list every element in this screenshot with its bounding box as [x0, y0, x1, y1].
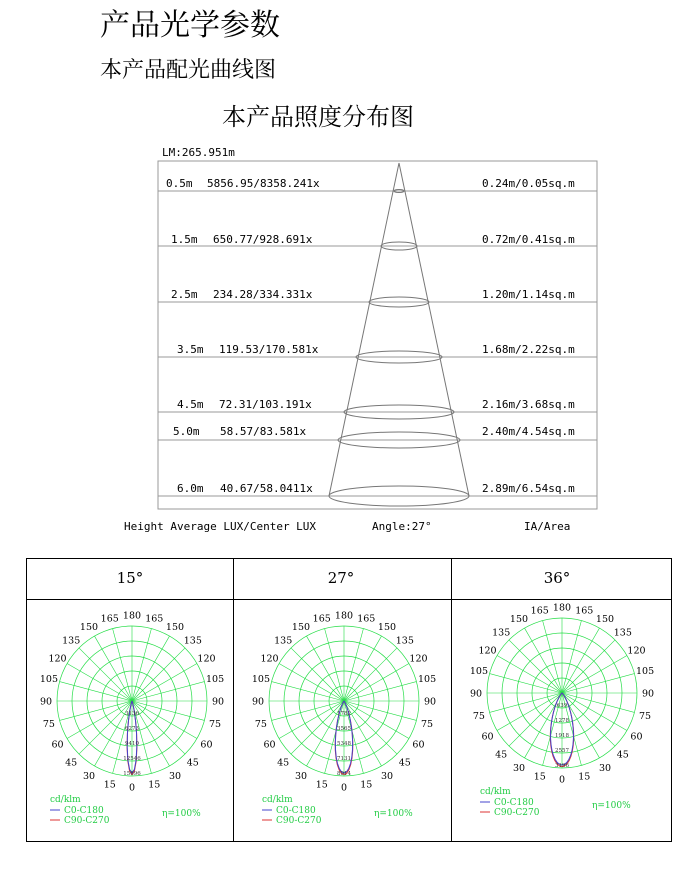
polar-spoke — [132, 682, 204, 701]
ring-value: 639 — [556, 703, 568, 709]
polar-spoke — [67, 664, 132, 702]
angle-label: 120 — [48, 653, 67, 665]
height-lux-footer: Height Average LUX/Center LUX — [124, 520, 317, 533]
ring-value: 12546 — [123, 756, 141, 762]
ring-value: 1278 — [555, 718, 569, 724]
angle-label: 150 — [79, 622, 99, 634]
angle-label: 30 — [380, 770, 394, 782]
light-distribution-table — [26, 558, 672, 842]
angle-label: 135 — [395, 635, 414, 647]
polar-spoke — [490, 693, 562, 712]
polar-spoke — [325, 629, 344, 701]
row-area: 2.89m/6.54sq.m — [482, 482, 575, 495]
polar-spoke — [113, 629, 132, 701]
angle-label: 45 — [495, 749, 508, 761]
angle-label: 90 — [251, 696, 265, 708]
ring-value: 3196 — [555, 763, 569, 769]
polar-spoke — [272, 682, 344, 701]
angle-label: 15 — [578, 771, 591, 783]
angle-label: 75 — [42, 718, 55, 730]
ring-value: 5348 — [337, 741, 351, 747]
polar-spoke — [95, 636, 133, 701]
row-height: 2.5m — [171, 288, 198, 301]
legend-c0-label: C0-C180 — [64, 806, 104, 816]
angle-label: 15 — [103, 779, 116, 791]
angle-label: 45 — [65, 757, 78, 769]
panel-title-36: 36° — [543, 569, 571, 587]
angle-label: 60 — [263, 739, 276, 751]
angle-label: 90 — [469, 688, 483, 700]
polar-spoke — [509, 640, 562, 693]
angle-label: 150 — [291, 622, 311, 634]
angle-label: 105 — [205, 674, 225, 686]
ring-value: 2557 — [555, 748, 569, 754]
page-title: 产品光学参数 — [100, 8, 280, 43]
polar-spoke — [497, 656, 562, 694]
ring-value: 7131 — [337, 756, 351, 762]
angle-label: 165 — [530, 605, 549, 617]
legend-c0-label: C0-C180 — [494, 798, 534, 808]
angle-label: 165 — [312, 613, 331, 625]
angle-label: 45 — [277, 757, 290, 769]
row-area: 0.72m/0.41sq.m — [482, 233, 575, 246]
ring-value: 1782 — [337, 711, 351, 717]
angle-label: 75 — [421, 718, 434, 730]
polar-chart-27 — [234, 601, 451, 841]
polar-spoke — [562, 656, 627, 694]
section-title: 本产品配光曲线图 — [100, 58, 277, 83]
angle-label: 60 — [200, 739, 213, 751]
angle-label: 135 — [62, 635, 81, 647]
beam-edge-right — [399, 163, 469, 496]
polar-spoke — [562, 628, 600, 693]
angle-label: 0 — [340, 782, 348, 794]
angle-label: 105 — [39, 674, 59, 686]
row-height: 5.0m — [173, 425, 200, 438]
polar-spoke — [67, 701, 132, 739]
angle-label: 60 — [630, 731, 643, 743]
angle-label: 120 — [197, 653, 216, 665]
angle-label: 60 — [481, 731, 494, 743]
polar-spoke — [344, 648, 397, 701]
angle-label: 90 — [211, 696, 225, 708]
polar-spoke — [344, 636, 382, 701]
panel-title-27: 27° — [327, 569, 355, 587]
angle-label: 15 — [148, 779, 161, 791]
polar-spoke — [132, 636, 170, 701]
polar-spoke — [525, 628, 563, 693]
polar-spoke — [344, 664, 409, 702]
row-area: 1.68m/2.22sq.m — [482, 343, 575, 356]
angle-label: 30 — [512, 762, 526, 774]
polar-spoke — [132, 701, 185, 754]
angle-label: 135 — [613, 627, 632, 639]
polar-spoke — [307, 636, 345, 701]
angle-label: 0 — [128, 782, 136, 794]
angle-label: 135 — [492, 627, 511, 639]
row-area: 2.40m/4.54sq.m — [482, 425, 575, 438]
polar-spoke — [132, 701, 204, 720]
polar-spoke — [562, 640, 615, 693]
angle-label: 120 — [478, 645, 497, 657]
row-height: 4.5m — [177, 398, 204, 411]
row-height: 6.0m — [177, 482, 204, 495]
ring-value: 8914 — [337, 771, 351, 777]
ring-value: 3565 — [337, 726, 351, 732]
polar-spoke — [60, 682, 132, 701]
illuminance-chart-title: 本产品照度分布图 — [222, 103, 414, 131]
angle-label: 15 — [533, 771, 546, 783]
legend-unit: cd/klm — [50, 795, 81, 805]
angle-label: 60 — [412, 739, 425, 751]
row-lux: 72.31/103.191x — [219, 398, 312, 411]
polar-spoke — [279, 701, 344, 739]
polar-spoke — [562, 621, 581, 693]
beam-edge-left — [329, 163, 399, 496]
panel-title-15: 15° — [116, 569, 144, 587]
polar-spoke — [79, 648, 132, 701]
row-lux: 650.77/928.691x — [213, 233, 313, 246]
angle-label: 45 — [616, 749, 629, 761]
row-height: 0.5m — [166, 177, 193, 190]
angle-label: 165 — [357, 613, 376, 625]
polar-spoke — [291, 648, 344, 701]
polar-spoke — [132, 664, 197, 702]
polar-spoke — [279, 664, 344, 702]
polar-chart-36 — [452, 601, 671, 841]
polar-spoke — [490, 674, 562, 693]
angle-label: 75 — [472, 710, 485, 722]
ring-value: 3136 — [125, 711, 139, 717]
ring-value: 6273 — [125, 726, 139, 732]
angle-label: 150 — [377, 622, 397, 634]
angle-label: 165 — [145, 613, 164, 625]
row-lux: 5856.95/8358.241x — [207, 177, 320, 190]
angle-label: 90 — [641, 688, 655, 700]
angle-label: 30 — [598, 762, 612, 774]
area-footer: IA/Area — [524, 520, 571, 533]
row-area: 2.16m/3.68sq.m — [482, 398, 575, 411]
diagram-frame — [158, 161, 597, 509]
angle-label: 105 — [469, 666, 489, 678]
angle-label: 120 — [260, 653, 279, 665]
polar-spoke — [344, 701, 409, 739]
polar-chart-15 — [27, 601, 233, 841]
lumen-label: LM:265.951m — [162, 146, 235, 159]
angle-label: 180 — [334, 610, 354, 622]
legend-eta: η=100% — [374, 809, 413, 819]
angle-label: 90 — [39, 696, 53, 708]
legend-c90-label: C90-C270 — [276, 816, 322, 826]
angle-label: 75 — [639, 710, 652, 722]
angle-footer: Angle:27° — [372, 520, 432, 533]
angle-label: 15 — [360, 779, 373, 791]
row-height: 1.5m — [171, 233, 198, 246]
polar-spoke — [497, 693, 562, 731]
angle-label: 90 — [423, 696, 437, 708]
polar-spoke — [272, 701, 344, 720]
legend-eta: η=100% — [162, 809, 201, 819]
angle-label: 150 — [165, 622, 185, 634]
row-lux: 40.67/58.0411x — [220, 482, 313, 495]
row-lux: 58.57/83.581x — [220, 425, 307, 438]
angle-label: 105 — [251, 674, 271, 686]
polar-spoke — [60, 701, 132, 720]
angle-label: 165 — [575, 605, 594, 617]
ring-value: 9410 — [125, 741, 139, 747]
angle-label: 135 — [183, 635, 202, 647]
row-lux: 119.53/170.581x — [219, 343, 319, 356]
polar-spoke — [132, 701, 197, 739]
angle-label: 15 — [315, 779, 328, 791]
angle-label: 165 — [100, 613, 119, 625]
ring-value: 15696 — [123, 771, 141, 777]
angle-label: 30 — [294, 770, 308, 782]
polar-spoke — [344, 682, 416, 701]
angle-label: 180 — [552, 602, 572, 614]
polar-spoke — [562, 693, 615, 746]
angle-label: 150 — [509, 614, 529, 626]
row-height: 3.5m — [177, 343, 204, 356]
angle-label: 75 — [209, 718, 222, 730]
angle-label: 150 — [595, 614, 615, 626]
angle-label: 120 — [409, 653, 428, 665]
polar-spoke — [543, 621, 562, 693]
polar-spoke — [132, 648, 185, 701]
row-lux: 234.28/334.331x — [213, 288, 313, 301]
angle-label: 45 — [186, 757, 199, 769]
angle-label: 180 — [122, 610, 142, 622]
legend-c90-label: C90-C270 — [64, 816, 110, 826]
angle-label: 0 — [558, 774, 566, 786]
angle-label: 105 — [417, 674, 437, 686]
row-area: 1.20m/1.14sq.m — [482, 288, 575, 301]
legend-unit: cd/klm — [480, 787, 511, 797]
row-area: 0.24m/0.05sq.m — [482, 177, 575, 190]
angle-label: 30 — [82, 770, 96, 782]
legend-c90-label: C90-C270 — [494, 808, 540, 818]
angle-label: 45 — [398, 757, 411, 769]
polar-spoke — [344, 701, 416, 720]
angle-label: 30 — [168, 770, 182, 782]
angle-label: 60 — [51, 739, 64, 751]
legend-c0-label: C0-C180 — [276, 806, 316, 816]
polar-spoke — [562, 674, 634, 693]
angle-label: 135 — [274, 635, 293, 647]
polar-spoke — [562, 693, 634, 712]
polar-spoke — [344, 629, 363, 701]
ring-value: 1918 — [555, 733, 569, 739]
angle-label: 105 — [635, 666, 655, 678]
angle-label: 75 — [254, 718, 267, 730]
legend-unit: cd/klm — [262, 795, 293, 805]
legend-eta: η=100% — [592, 801, 631, 811]
polar-spoke — [132, 629, 151, 701]
angle-label: 120 — [627, 645, 646, 657]
polar-spoke — [562, 693, 627, 731]
